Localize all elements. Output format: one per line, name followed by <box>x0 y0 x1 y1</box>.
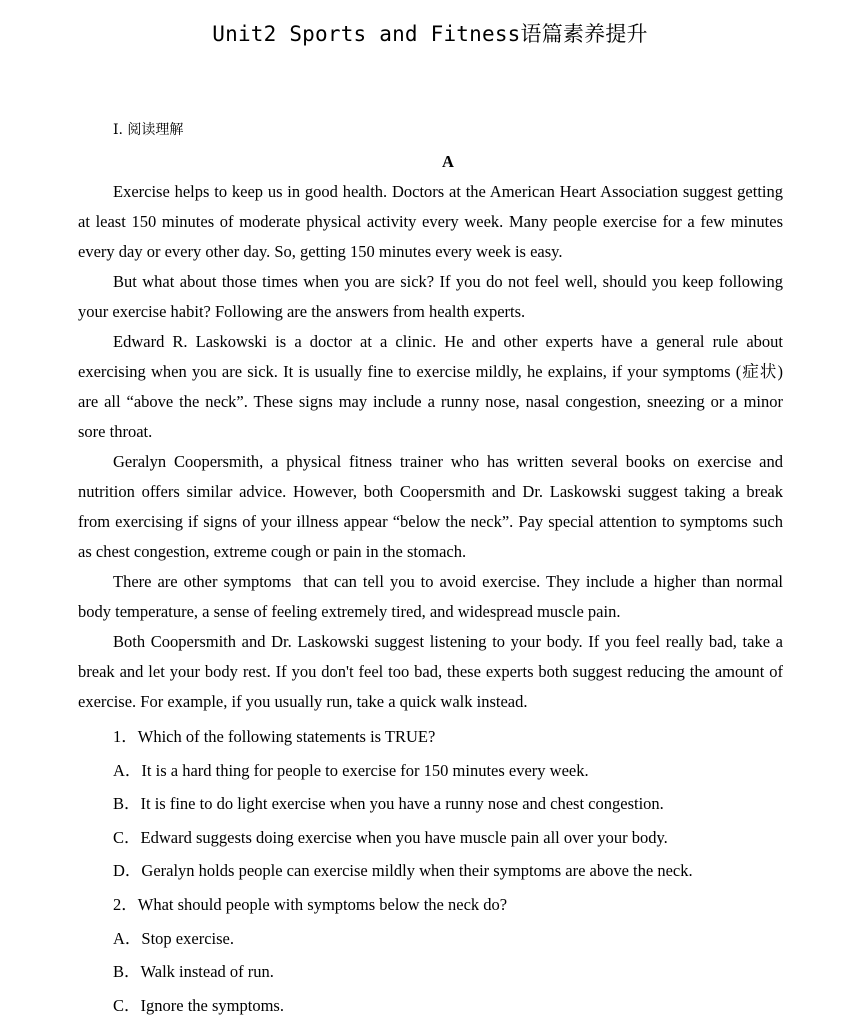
passage-label: A <box>442 152 454 171</box>
page-title: Unit2 Sports and Fitness语篇素养提升 <box>212 22 648 46</box>
question-stem: 1．Which of the following statements is TRUE? <box>113 727 436 746</box>
answer-option: B．Walk instead of run. <box>113 962 274 982</box>
answer-option: D．Geralyn holds people can exercise mildly when their symptoms are above the neck. <box>113 861 693 881</box>
answer-option: B．It is fine to do light exercise when you have a runny nose and chest congestion. <box>113 794 664 814</box>
question-stem: 2．What should people with symptoms below the neck do? <box>113 894 508 914</box>
answer-option: A．It is a hard thing for people to exercise for 150 minutes every week. <box>113 760 589 780</box>
paragraph: There are other symptoms that can tell you to avoid exercise. They include a higher than normal body temperature, a sense of feeling extremely tired, and widespread muscle pain. <box>78 572 788 621</box>
document-body <box>78 117 788 1022</box>
paragraph: But what about those times when you are sick? If you do not feel well, should you keep following your exercise habit? Following are the answers from health experts. <box>78 272 783 321</box>
question-1 <box>78 720 783 888</box>
paragraph: Edward R. Laskowski is a doctor at a clinic. He and other experts have a general rule about exercising when you are sick. It is usually fine to exercise mildly, he explains, if your symptoms (症状) are all “above the neck”. These signs may include a runny nose, nasal congestion, sneezing or a minor sore throat. <box>78 332 783 441</box>
answer-option: C．Edward suggests doing exercise when you have muscle pain all over your body. <box>113 827 668 847</box>
question-2 <box>78 888 783 1022</box>
section-heading: Ⅰ. 阅读理解 <box>113 122 184 138</box>
paragraph: Both Coopersmith and Dr. Laskowski suggest listening to your body. If you feel really bad, take a break and let your body rest. If you don't feel too bad, these experts both suggest reducing the amount of exercise. For example, if you usually run, take a quick walk instead. <box>78 632 783 711</box>
paragraph: Exercise helps to keep us in good health. Doctors at the American Heart Association suggest getting at least 150 minutes of moderate physical activity every week. Many people exercise for a few minutes every day or every other day. So, getting 150 minutes every week is easy. <box>78 182 783 261</box>
answer-option: A．Stop exercise. <box>113 928 234 948</box>
paragraph: Geralyn Coopersmith, a physical fitness trainer who has written several books on exercise and nutrition offers similar advice. However, both Coopersmith and Dr. Laskowski suggest taking a break from exercising if signs of your illness appear “below the neck”. Pay special attention to symptoms such as chest congestion, extreme cough or pain in the stomach. <box>78 452 783 561</box>
answer-option: C．Ignore the symptoms. <box>113 995 284 1015</box>
